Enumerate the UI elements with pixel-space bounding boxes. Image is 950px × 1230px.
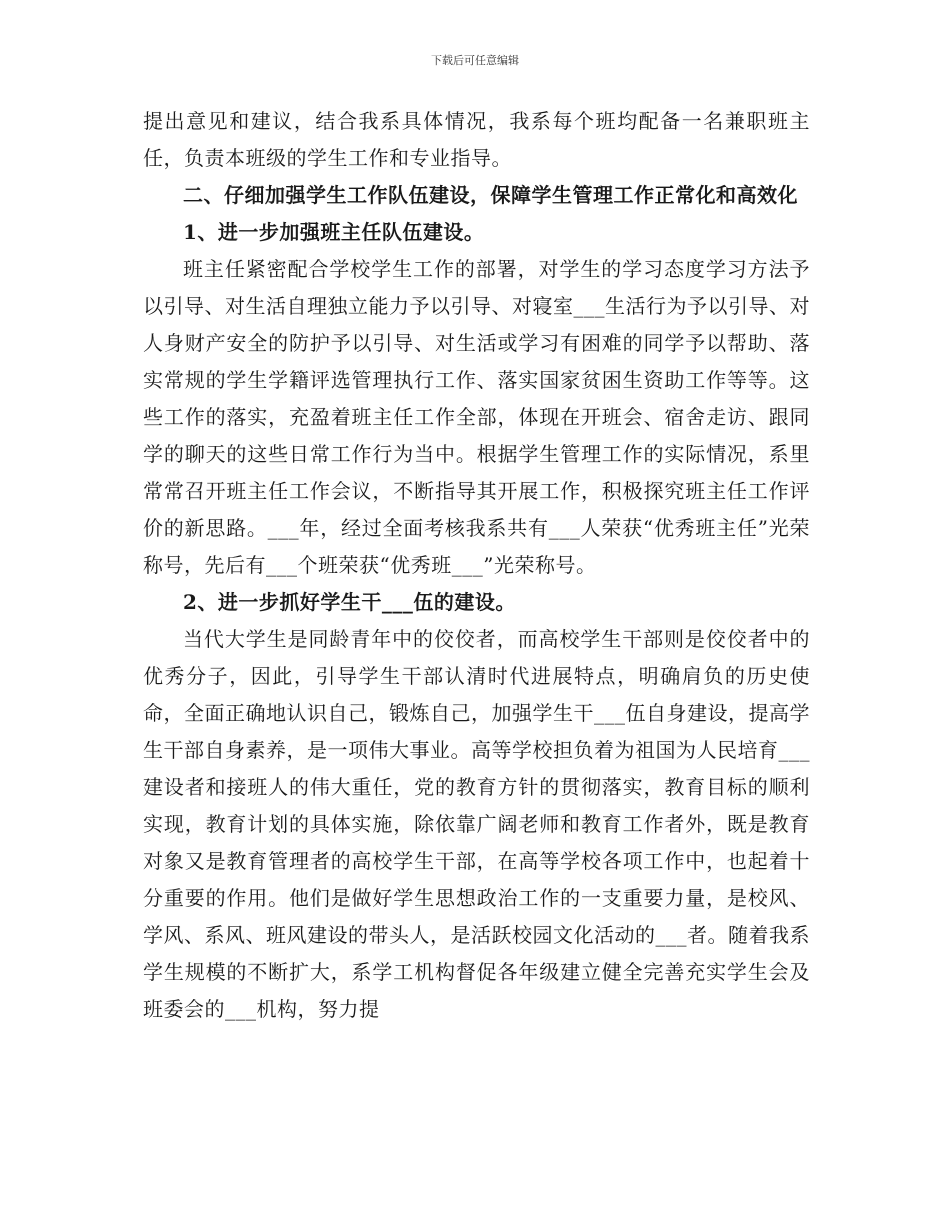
paragraph-class-teacher: 班主任紧密配合学校学生工作的部署，对学生的学习态度学习方法予以引导、对生活自理独立能力予以引导、对寝室___生活行为予以引导、对人身财产安全的防护予以引导、对生活或学习有困难的同学予以帮助、落实常规的学生学籍评选管理执行工作、落实国家贫困生资助工作等等。这些工作的落实，充盈着班主任工作全部，体现在开班会、宿舍走访、跟同学的聊天的这些日常工作行为当中。根据学生管理工作的实际情况，系里常常召开班主任工作会议，不断指导其开展工作，积极探究班主任工作评价的新思路。___年，经过全面考核我系共有___人荣获“优秀班主任”光荣称号，先后有___个班荣获“优秀班___”光荣称号。 bbox=[143, 257, 810, 577]
page-header: 下载后可任意编辑 bbox=[431, 54, 519, 67]
document-body bbox=[143, 103, 810, 1028]
section-heading-2: 二、仔细加强学生工作队伍建设，保障学生管理工作正常化和高效化 bbox=[183, 183, 798, 207]
paragraph-student-cadres: 当代大学生是同龄青年中的佼佼者，而高校学生干部则是佼佼者中的优秀分子，因此，引导学生干部认清时代进展特点，明确肩负的历史使命，全面正确地认识自己，锻炼自己，加强学生干___伍自身建设，提高学生干部自身素养，是一项伟大事业。高等学校担负着为祖国为人民培育___建设者和接班人的伟大重任，党的教育方针的贯彻落实，教育目标的顺利实现，教育计划的具体实施，除依靠广阔老师和教育工作者外，既是教育对象又是教育管理者的高校学生干部，在高等学校各项工作中，也起着十分重要的作用。他们是做好学生思想政治工作的一支重要力量，是校风、学风、系风、班风建设的带头人，是活跃校园文化活动的___者。随着我系学生规模的不断扩大，系学工机构督促各年级建立健全完善充实学生会及班委会的___机构，努力提 bbox=[143, 627, 810, 1021]
subheading-1: 1、进一步加强班主任队伍建设。 bbox=[183, 220, 485, 244]
paragraph-intro-continuation: 提出意见和建议，结合我系具体情况，我系每个班均配备一名兼职班主任，负责本班级的学生工作和专业指导。 bbox=[143, 109, 810, 170]
subheading-2: 2、进一步抓好学生干___伍的建设。 bbox=[183, 590, 516, 614]
